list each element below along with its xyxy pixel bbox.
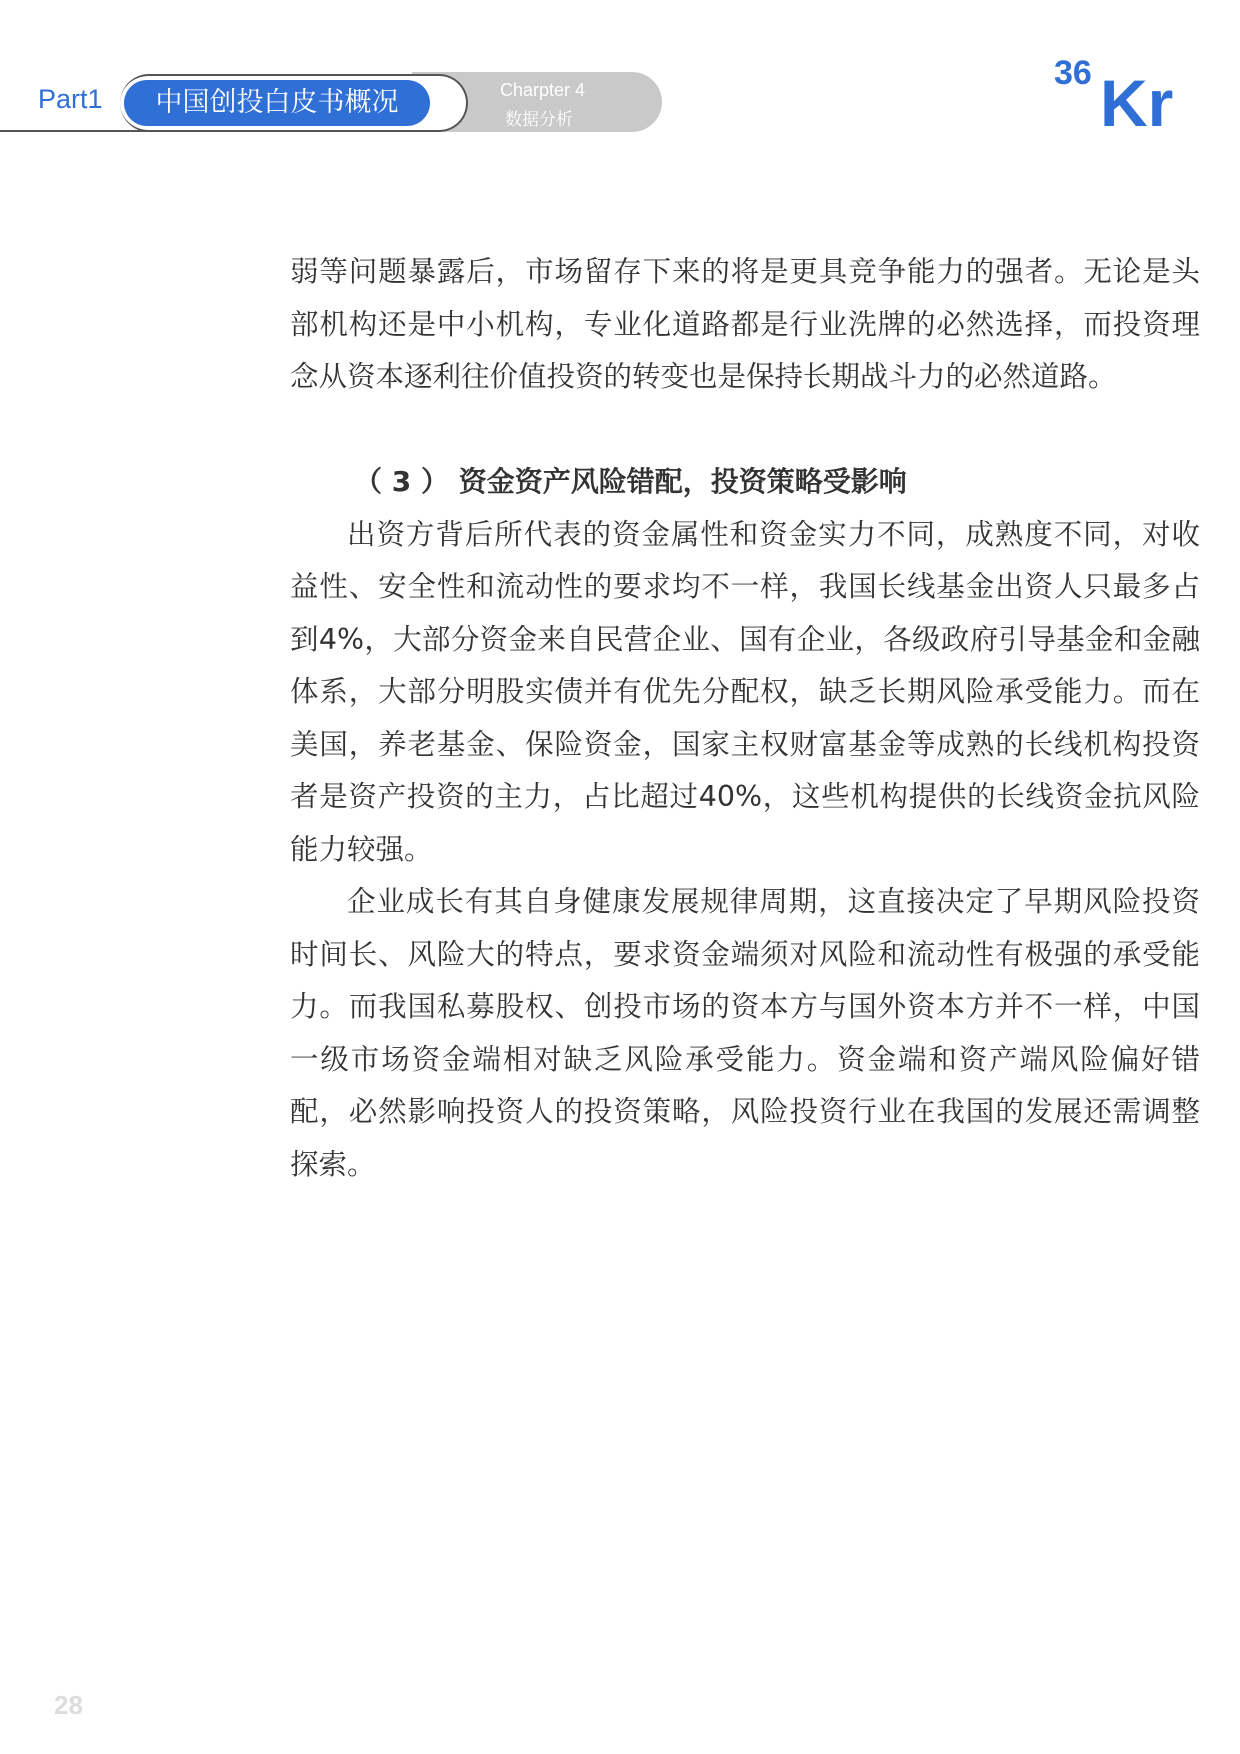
36kr-logo-icon (1054, 54, 1194, 130)
chapter-subtitle: 数据分析 (505, 110, 573, 130)
page-header (0, 0, 1240, 150)
page-number: 28 (54, 1690, 83, 1720)
chapter-title: Charpter 4 (500, 80, 586, 100)
section-title: 中国创投白皮书概况 (124, 80, 430, 126)
paragraph-gap (290, 404, 1200, 457)
body-content (290, 246, 1200, 1191)
paragraph-growth: 企业成长有其自身健康发展规律周期，这直接决定了早期风险投资时间长、风险大的特点，要求资金端须对风险和流动性有极强的承受能力。而我国私募股权、创投市场的资本方与国外资本方并不一样，中国一级市场资金端相对缺乏风险承受能力。资金端和资产端风险偏好错配，必然影响投资人的投资策略，风险投资行业在我国的发展还需调整探索。 (290, 885, 1200, 1181)
continued-paragraph: 弱等问题暴露后，市场留存下来的将是更具竞争能力的强者。无论是头部机构还是中小机构，专业化道路都是行业洗牌的必然选择，而投资理念从资本逐利往价值投资的转变也是保持长期战斗力的必然道路。 (290, 255, 1200, 393)
paragraph-funding: 出资方背后所代表的资金属性和资金实力不同，成熟度不同，对收益性、安全性和流动性的要求均不一样，我国长线基金出资人只最多占到4%，大部分资金来自民营企业、国有企业，各级政府引导基金和金融体系，大部分明股实债并有优先分配权，缺乏长期风险承受能力。而在美国，养老基金、保险资金，国家主权财富基金等成熟的长线机构投资者是资产投资的主力，占比超过40%，这些机构提供的长线资金抗风险能力较强。 (290, 517, 1200, 866)
part-label: Part1 (38, 84, 103, 114)
logo-text-kr: Kr (1100, 66, 1174, 130)
subheading: （ 3 ） 资金资产风险错配，投资策略受影响 (354, 465, 907, 498)
logo-text-36: 36 (1054, 54, 1092, 92)
